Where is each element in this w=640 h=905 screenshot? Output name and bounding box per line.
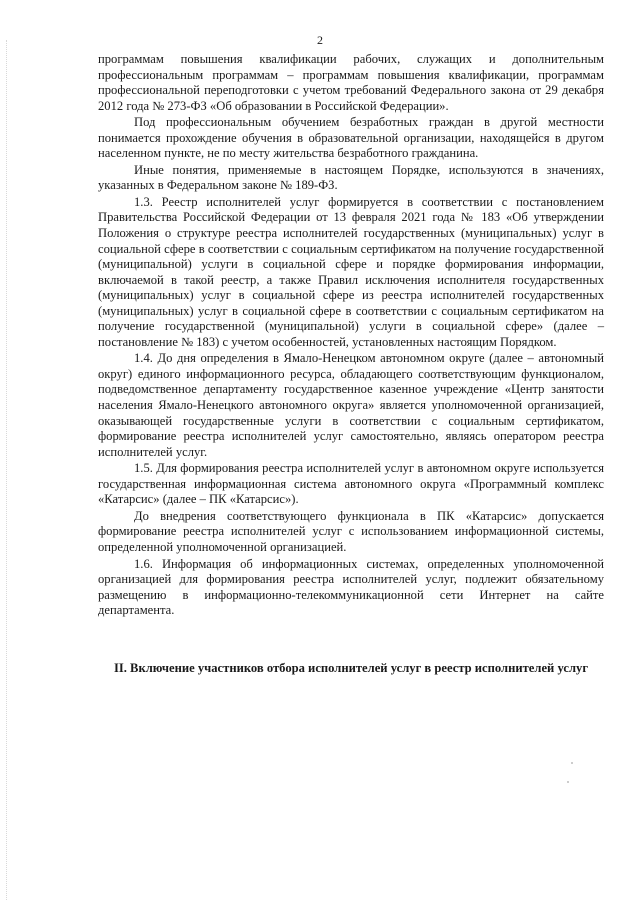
- paragraph-1-3: 1.3. Реестр исполнителей услуг формируется в соответствии с постановлением Правительства Российской Федерации от 13 февраля 2021 года № 183 «Об утверждении Положения о структуре реестра исполнителей государственных (муниципальных) услуг в социальной сфере в соответствии с социальным сертификатом на получение государственной (муниципальной) услуги в социальной сфере и порядке формирования информации, включаемой в такой реестр, а также Правил исключения исполнителя государственных (муниципальных) услуг в социальной сфере из реестра исполнителей государственных (муниципальных) услуг в социальной сфере в соответствии с социальным сертификатом на получение государственной (муниципальной) услуги в социальной сфере» (далее – постановление № 183) с учетом особенностей, установленных настоящим Порядком.: [98, 194, 604, 349]
- page-number: 2: [317, 33, 323, 47]
- paragraph-1-6: 1.6. Информация об информационных системах, определенных уполномоченной организацией для формирования реестра исполнителей услуг, подлежит обязательному размещению в информационно-телекоммуникационной сети Интернет на сайте департамента.: [98, 556, 604, 618]
- paragraph-katarsis: До внедрения соответствующего функционала в ПК «Катарсис» допускается формирование реестра исполнителей услуг с использованием информационной системы, определенной уполномоченной организацией.: [98, 508, 604, 554]
- paragraph-1-5: 1.5. Для формирования реестра исполнителей услуг в автономном округе используется государственная информационная система автономного округа «Программный комплекс «Катарсис» (далее – ПК «Катарсис»).: [98, 461, 604, 507]
- paragraph-definition: Под профессиональным обучением безработных граждан в другой местности понимается прохождение обучения в образовательной организации, находящейся в другом населенном пункте, не по месту жительства безработного гражданина.: [98, 115, 604, 161]
- scan-speck: [567, 781, 569, 783]
- scan-margin-artifact: [6, 40, 8, 900]
- paragraph-1-4: 1.4. До дня определения в Ямало-Ненецком автономном округе (далее – автономный округ) единого информационного ресурса, обладающего соответствующим функционалом, подведомственное департаменту государственное казенное учреждение «Центр занятости населения Ямало-Ненецкого автономного округа» является уполномоченной организацией, оказывающей государственные услуги в соответствии с социальным сертификатом, формирование реестра исполнителей услуг самостоятельно, являясь оператором реестра исполнителей услуг.: [98, 351, 604, 459]
- paragraph-continuation: программам повышения квалификации рабочих, служащих и дополнительным профессиональным программам – программам повышения квалификации, программам профессиональной переподготовки с учетом требований Федерального закона от 29 декабря 2012 года № 273-ФЗ «Об образовании в Российской Федерации».: [98, 52, 604, 113]
- section-heading: II. Включение участников отбора исполнителей услуг в реестр исполнителей услуг: [113, 661, 589, 675]
- document-body: [98, 52, 604, 619]
- scan-speck: [571, 762, 573, 764]
- paragraph-other-terms: Иные понятия, применяемые в настоящем Порядке, используются в значениях, указанных в Федеральном законе № 189-ФЗ.: [98, 162, 604, 193]
